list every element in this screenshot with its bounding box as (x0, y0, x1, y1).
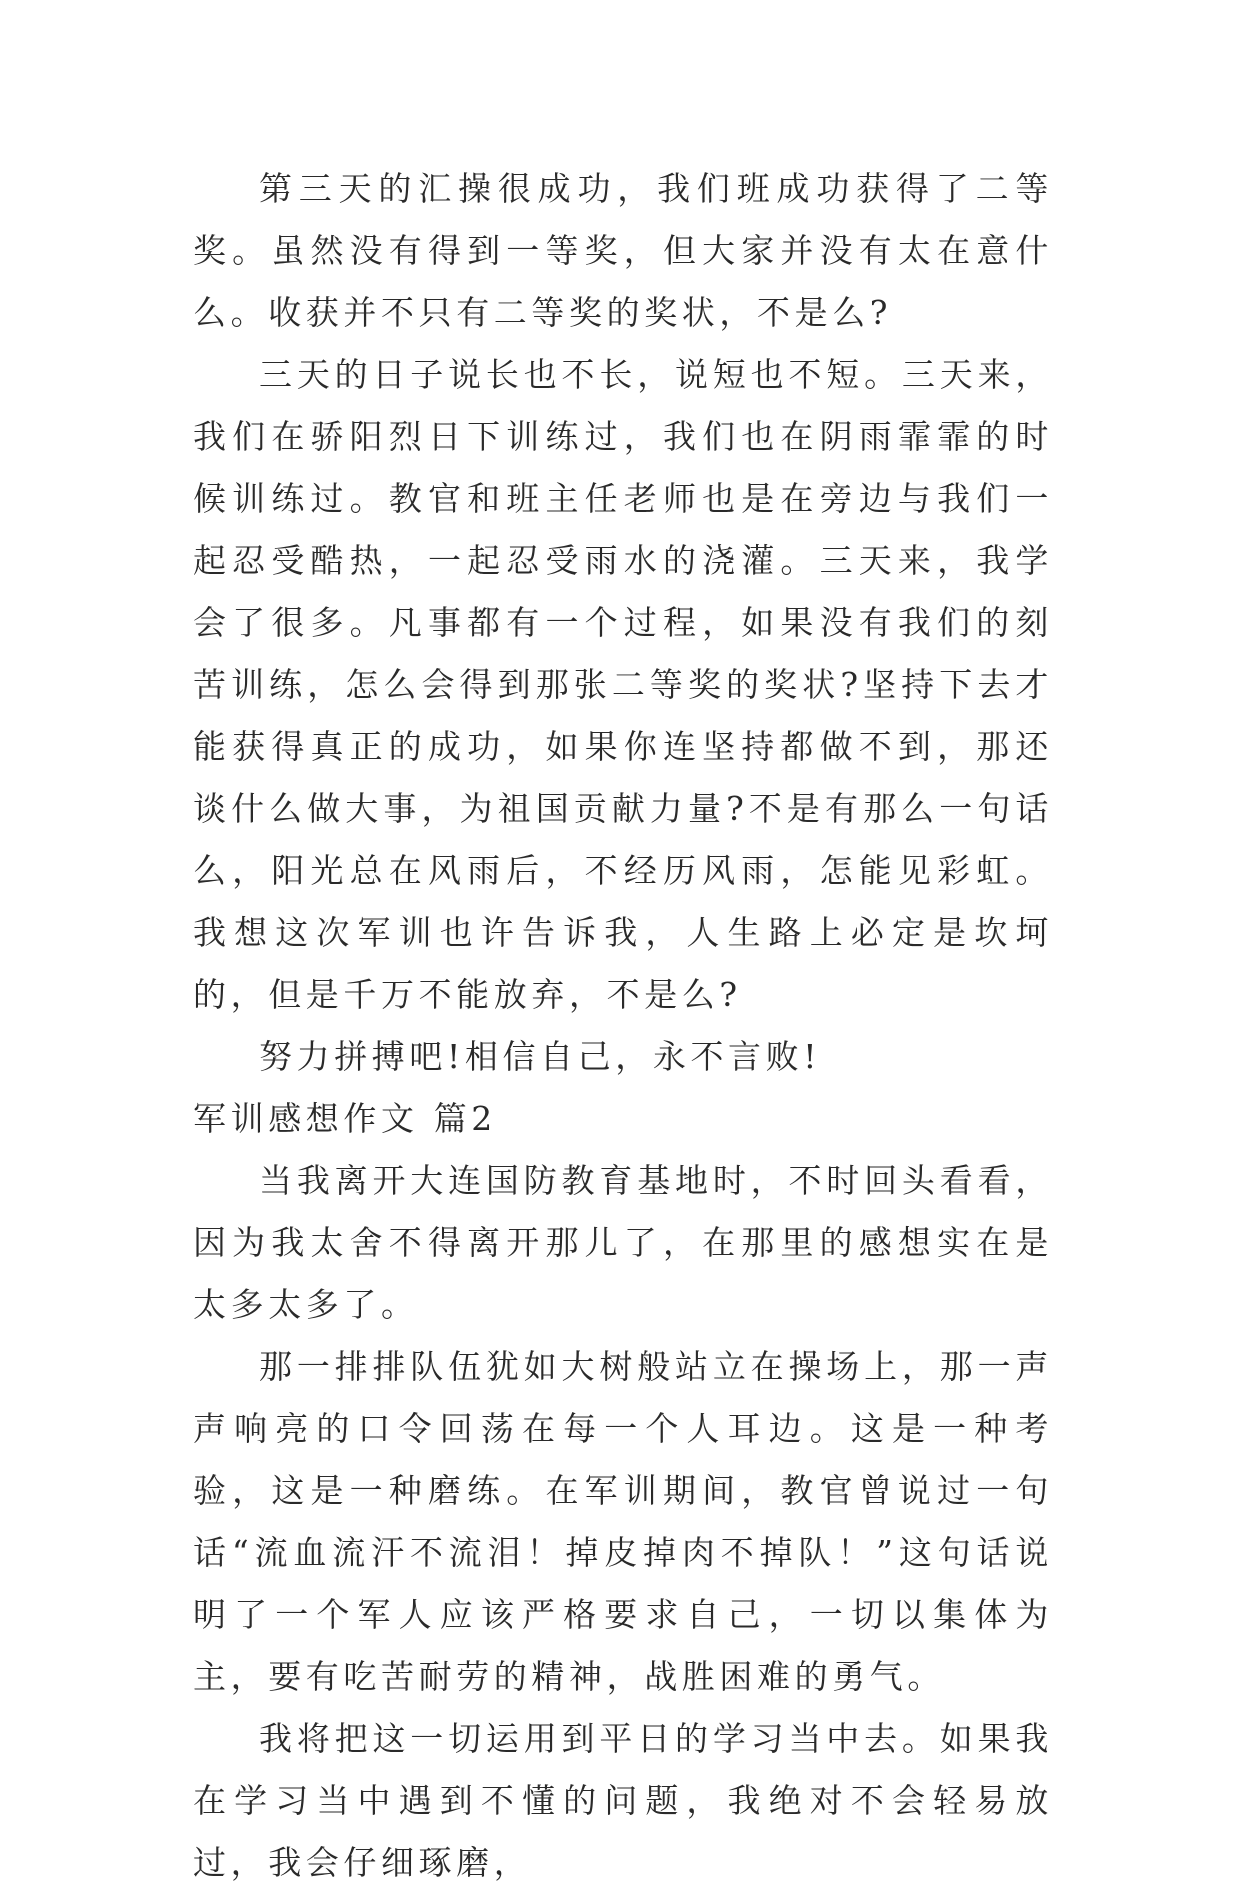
paragraph: 第三天的汇操很成功，我们班成功获得了二等奖。虽然没有得到一等奖，但大家并没有太在意什么。收获并不只有二等奖的奖状，不是么? (193, 169, 1053, 332)
paragraph: 我将把这一切运用到平日的学习当中去。如果我在学习当中遇到不懂的问题，我绝对不会轻易放过，我会仔细琢磨， (193, 1719, 1053, 1882)
section-heading: 军训感想作文 篇2 (193, 1099, 497, 1138)
paragraph: 三天的日子说长也不长，说短也不短。三天来，我们在骄阳烈日下训练过，我们也在阴雨霏霏的时候训练过。教官和班主任老师也是在旁边与我们一起忍受酷热，一起忍受雨水的浇灌。三天来，我学会了很多。凡事都有一个过程，如果没有我们的刻苦训练，怎么会得到那张二等奖的奖状?坚持下去才能获得真正的成功，如果你连坚持都做不到，那还谈什么做大事，为祖国贡献力量?不是有那么一句话么，阳光总在风雨后，不经历风雨，怎能见彩虹。我想这次军训也许告诉我，人生路上必定是坎坷的，但是千万不能放弃，不是么? (193, 355, 1053, 1014)
paragraph: 那一排排队伍犹如大树般站立在操场上，那一声声响亮的口令回荡在每一个人耳边。这是一种考验，这是一种磨练。在军训期间，教官曾说过一句话“流血流汗不流泪！掉皮掉肉不掉队！”这句话说明了一个军人应该严格要求自己，一切以集体为主，要有吃苦耐劳的精神，战胜困难的勇气。 (193, 1347, 1053, 1696)
paragraph: 努力拼搏吧!相信自己，永不言败! (259, 1037, 822, 1076)
paragraph: 当我离开大连国防教育基地时，不时回头看看，因为我太舍不得离开那儿了，在那里的感想实在是太多太多了。 (193, 1161, 1053, 1324)
document-page (193, 158, 1053, 1894)
